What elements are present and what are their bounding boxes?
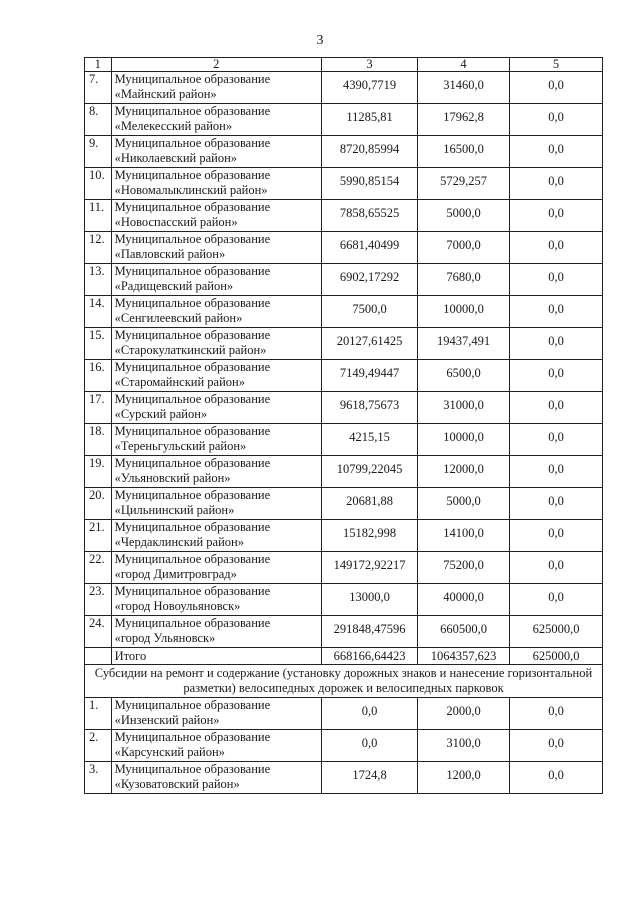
municipality-type: Муниципальное образование	[114, 456, 271, 470]
table-row	[85, 730, 603, 762]
row-number: 14.	[85, 296, 112, 328]
municipality-type: Муниципальное образование	[114, 328, 271, 342]
table-row	[85, 488, 603, 520]
table-row	[85, 698, 603, 730]
table-row	[85, 360, 603, 392]
value-col5: 0,0	[510, 72, 603, 104]
value-col4: 10000,0	[418, 296, 510, 328]
municipality-name	[111, 520, 321, 552]
value-col4: 5000,0	[418, 488, 510, 520]
table-row	[85, 616, 603, 648]
municipality-district: «Старокулаткинский район»	[114, 343, 267, 357]
value-col3: 15182,998	[322, 520, 418, 552]
row-number: 9.	[85, 136, 112, 168]
total-empty-cell	[85, 648, 112, 665]
municipality-district: «Инзенский район»	[114, 713, 220, 727]
row-number: 1.	[85, 698, 112, 730]
municipality-type: Муниципальное образование	[114, 762, 271, 776]
municipality-district: «Николаевский район»	[114, 151, 238, 165]
municipality-name	[111, 616, 321, 648]
municipality-name	[111, 424, 321, 456]
row-number: 23.	[85, 584, 112, 616]
total-col5: 625000,0	[510, 648, 603, 665]
table-row	[85, 520, 603, 552]
municipality-name	[111, 72, 321, 104]
municipality-name	[111, 698, 321, 730]
row-number: 3.	[85, 762, 112, 794]
municipality-name	[111, 296, 321, 328]
table-row	[85, 456, 603, 488]
value-col4: 75200,0	[418, 552, 510, 584]
total-label: Итого	[111, 648, 321, 665]
value-col3: 8720,85994	[322, 136, 418, 168]
value-col4: 12000,0	[418, 456, 510, 488]
section-title-row	[85, 665, 603, 698]
table-row	[85, 72, 603, 104]
municipality-district: «Ульяновский район»	[114, 471, 231, 485]
row-number: 10.	[85, 168, 112, 200]
section-title: Субсидии на ремонт и содержание (установку дорожных знаков и нанесение горизонтальной разметки) велосипедных дорожек и велосипедных парковок	[85, 665, 603, 698]
row-number: 24.	[85, 616, 112, 648]
municipality-name	[111, 730, 321, 762]
municipality-district: «Сенгилеевский район»	[114, 311, 243, 325]
table-row	[85, 232, 603, 264]
total-row	[85, 648, 603, 665]
municipality-name	[111, 360, 321, 392]
value-col3: 6902,17292	[322, 264, 418, 296]
value-col3: 20127,61425	[322, 328, 418, 360]
value-col4: 10000,0	[418, 424, 510, 456]
municipality-type: Муниципальное образование	[114, 392, 271, 406]
value-col5: 0,0	[510, 392, 603, 424]
municipality-district: «Кузоватовский район»	[114, 777, 240, 791]
municipality-district: «город Ульяновск»	[114, 631, 216, 645]
municipality-name	[111, 264, 321, 296]
row-number: 2.	[85, 730, 112, 762]
total-col4: 1064357,623	[418, 648, 510, 665]
header-cell: 5	[510, 58, 603, 72]
value-col5: 625000,0	[510, 616, 603, 648]
municipality-district: «Цильнинский район»	[114, 503, 235, 517]
row-number: 12.	[85, 232, 112, 264]
value-col5: 0,0	[510, 424, 603, 456]
municipality-type: Муниципальное образование	[114, 698, 271, 712]
value-col5: 0,0	[510, 232, 603, 264]
value-col3: 0,0	[322, 698, 418, 730]
table-row	[85, 392, 603, 424]
value-col3: 9618,75673	[322, 392, 418, 424]
value-col5: 0,0	[510, 168, 603, 200]
row-number: 20.	[85, 488, 112, 520]
municipality-type: Муниципальное образование	[114, 104, 271, 118]
value-col4: 2000,0	[418, 698, 510, 730]
municipality-name	[111, 552, 321, 584]
municipality-type: Муниципальное образование	[114, 360, 271, 374]
municipality-name	[111, 392, 321, 424]
value-col4: 6500,0	[418, 360, 510, 392]
value-col3: 1724,8	[322, 762, 418, 794]
value-col4: 31000,0	[418, 392, 510, 424]
municipality-type: Муниципальное образование	[114, 168, 271, 182]
municipality-district: «Сурский район»	[114, 407, 208, 421]
table-row	[85, 762, 603, 794]
value-col3: 10799,22045	[322, 456, 418, 488]
row-number: 18.	[85, 424, 112, 456]
municipality-district: «Павловский район»	[114, 247, 226, 261]
municipality-type: Муниципальное образование	[114, 424, 271, 438]
municipality-district: «город Димитровград»	[114, 567, 237, 581]
value-col3: 6681,40499	[322, 232, 418, 264]
municipality-name	[111, 584, 321, 616]
value-col3: 291848,47596	[322, 616, 418, 648]
subsidy-table	[84, 57, 603, 794]
row-number: 13.	[85, 264, 112, 296]
total-col3: 668166,64423	[322, 648, 418, 665]
value-col5: 0,0	[510, 584, 603, 616]
table-row	[85, 200, 603, 232]
value-col4: 660500,0	[418, 616, 510, 648]
value-col5: 0,0	[510, 488, 603, 520]
table-header-row	[85, 58, 603, 72]
row-number: 19.	[85, 456, 112, 488]
municipality-name	[111, 456, 321, 488]
row-number: 15.	[85, 328, 112, 360]
municipality-district: «Радищевский район»	[114, 279, 234, 293]
value-col4: 17962,8	[418, 104, 510, 136]
municipality-district: «Новоспасский район»	[114, 215, 238, 229]
value-col4: 19437,491	[418, 328, 510, 360]
value-col4: 31460,0	[418, 72, 510, 104]
value-col5: 0,0	[510, 456, 603, 488]
value-col5: 0,0	[510, 520, 603, 552]
municipality-type: Муниципальное образование	[114, 616, 271, 630]
municipality-name	[111, 104, 321, 136]
row-number: 11.	[85, 200, 112, 232]
municipality-district: «Чердаклинский район»	[114, 535, 244, 549]
table-row	[85, 552, 603, 584]
header-cell: 2	[111, 58, 321, 72]
table-row	[85, 296, 603, 328]
municipality-district: «Мелекесский район»	[114, 119, 233, 133]
row-number: 22.	[85, 552, 112, 584]
municipality-name	[111, 762, 321, 794]
value-col5: 0,0	[510, 264, 603, 296]
row-number: 7.	[85, 72, 112, 104]
value-col3: 4390,7719	[322, 72, 418, 104]
municipality-type: Муниципальное образование	[114, 296, 271, 310]
row-number: 17.	[85, 392, 112, 424]
municipality-district: «Майнский район»	[114, 87, 217, 101]
table-row	[85, 136, 603, 168]
value-col4: 40000,0	[418, 584, 510, 616]
header-cell: 1	[85, 58, 112, 72]
row-number: 16.	[85, 360, 112, 392]
value-col3: 7858,65525	[322, 200, 418, 232]
value-col4: 7680,0	[418, 264, 510, 296]
municipality-district: «Новомалыклинский район»	[114, 183, 268, 197]
municipality-type: Муниципальное образование	[114, 232, 271, 246]
value-col4: 16500,0	[418, 136, 510, 168]
header-cell: 3	[322, 58, 418, 72]
municipality-district: «Тереньгульский район»	[114, 439, 247, 453]
municipality-type: Муниципальное образование	[114, 136, 271, 150]
municipality-district: «Карсунский район»	[114, 745, 225, 759]
value-col3: 13000,0	[322, 584, 418, 616]
table-row	[85, 424, 603, 456]
value-col3: 149172,92217	[322, 552, 418, 584]
municipality-name	[111, 200, 321, 232]
value-col5: 0,0	[510, 136, 603, 168]
municipality-name	[111, 136, 321, 168]
municipality-district: «город Новоульяновск»	[114, 599, 241, 613]
table-row	[85, 584, 603, 616]
value-col4: 3100,0	[418, 730, 510, 762]
value-col5: 0,0	[510, 762, 603, 794]
header-cell: 4	[418, 58, 510, 72]
value-col3: 0,0	[322, 730, 418, 762]
value-col5: 0,0	[510, 730, 603, 762]
table-row	[85, 168, 603, 200]
value-col5: 0,0	[510, 328, 603, 360]
municipality-type: Муниципальное образование	[114, 200, 271, 214]
value-col5: 0,0	[510, 104, 603, 136]
value-col5: 0,0	[510, 296, 603, 328]
value-col4: 5729,257	[418, 168, 510, 200]
value-col3: 20681,88	[322, 488, 418, 520]
row-number: 21.	[85, 520, 112, 552]
value-col4: 14100,0	[418, 520, 510, 552]
value-col5: 0,0	[510, 552, 603, 584]
table-row	[85, 264, 603, 296]
municipality-type: Муниципальное образование	[114, 552, 271, 566]
municipality-name	[111, 232, 321, 264]
table-row	[85, 104, 603, 136]
municipality-type: Муниципальное образование	[114, 264, 271, 278]
municipality-name	[111, 168, 321, 200]
page-number: 3	[316, 33, 324, 48]
value-col3: 4215,15	[322, 424, 418, 456]
municipality-type: Муниципальное образование	[114, 488, 271, 502]
value-col3: 7500,0	[322, 296, 418, 328]
municipality-type: Муниципальное образование	[114, 520, 271, 534]
value-col5: 0,0	[510, 360, 603, 392]
value-col5: 0,0	[510, 200, 603, 232]
value-col3: 11285,81	[322, 104, 418, 136]
municipality-district: «Старомайнский район»	[114, 375, 245, 389]
value-col4: 7000,0	[418, 232, 510, 264]
table-row	[85, 328, 603, 360]
municipality-type: Муниципальное образование	[114, 730, 271, 744]
value-col4: 1200,0	[418, 762, 510, 794]
value-col3: 7149,49447	[322, 360, 418, 392]
municipality-name	[111, 328, 321, 360]
value-col5: 0,0	[510, 698, 603, 730]
row-number: 8.	[85, 104, 112, 136]
value-col3: 5990,85154	[322, 168, 418, 200]
value-col4: 5000,0	[418, 200, 510, 232]
municipality-type: Муниципальное образование	[114, 584, 271, 598]
municipality-name	[111, 488, 321, 520]
municipality-type: Муниципальное образование	[114, 72, 271, 86]
